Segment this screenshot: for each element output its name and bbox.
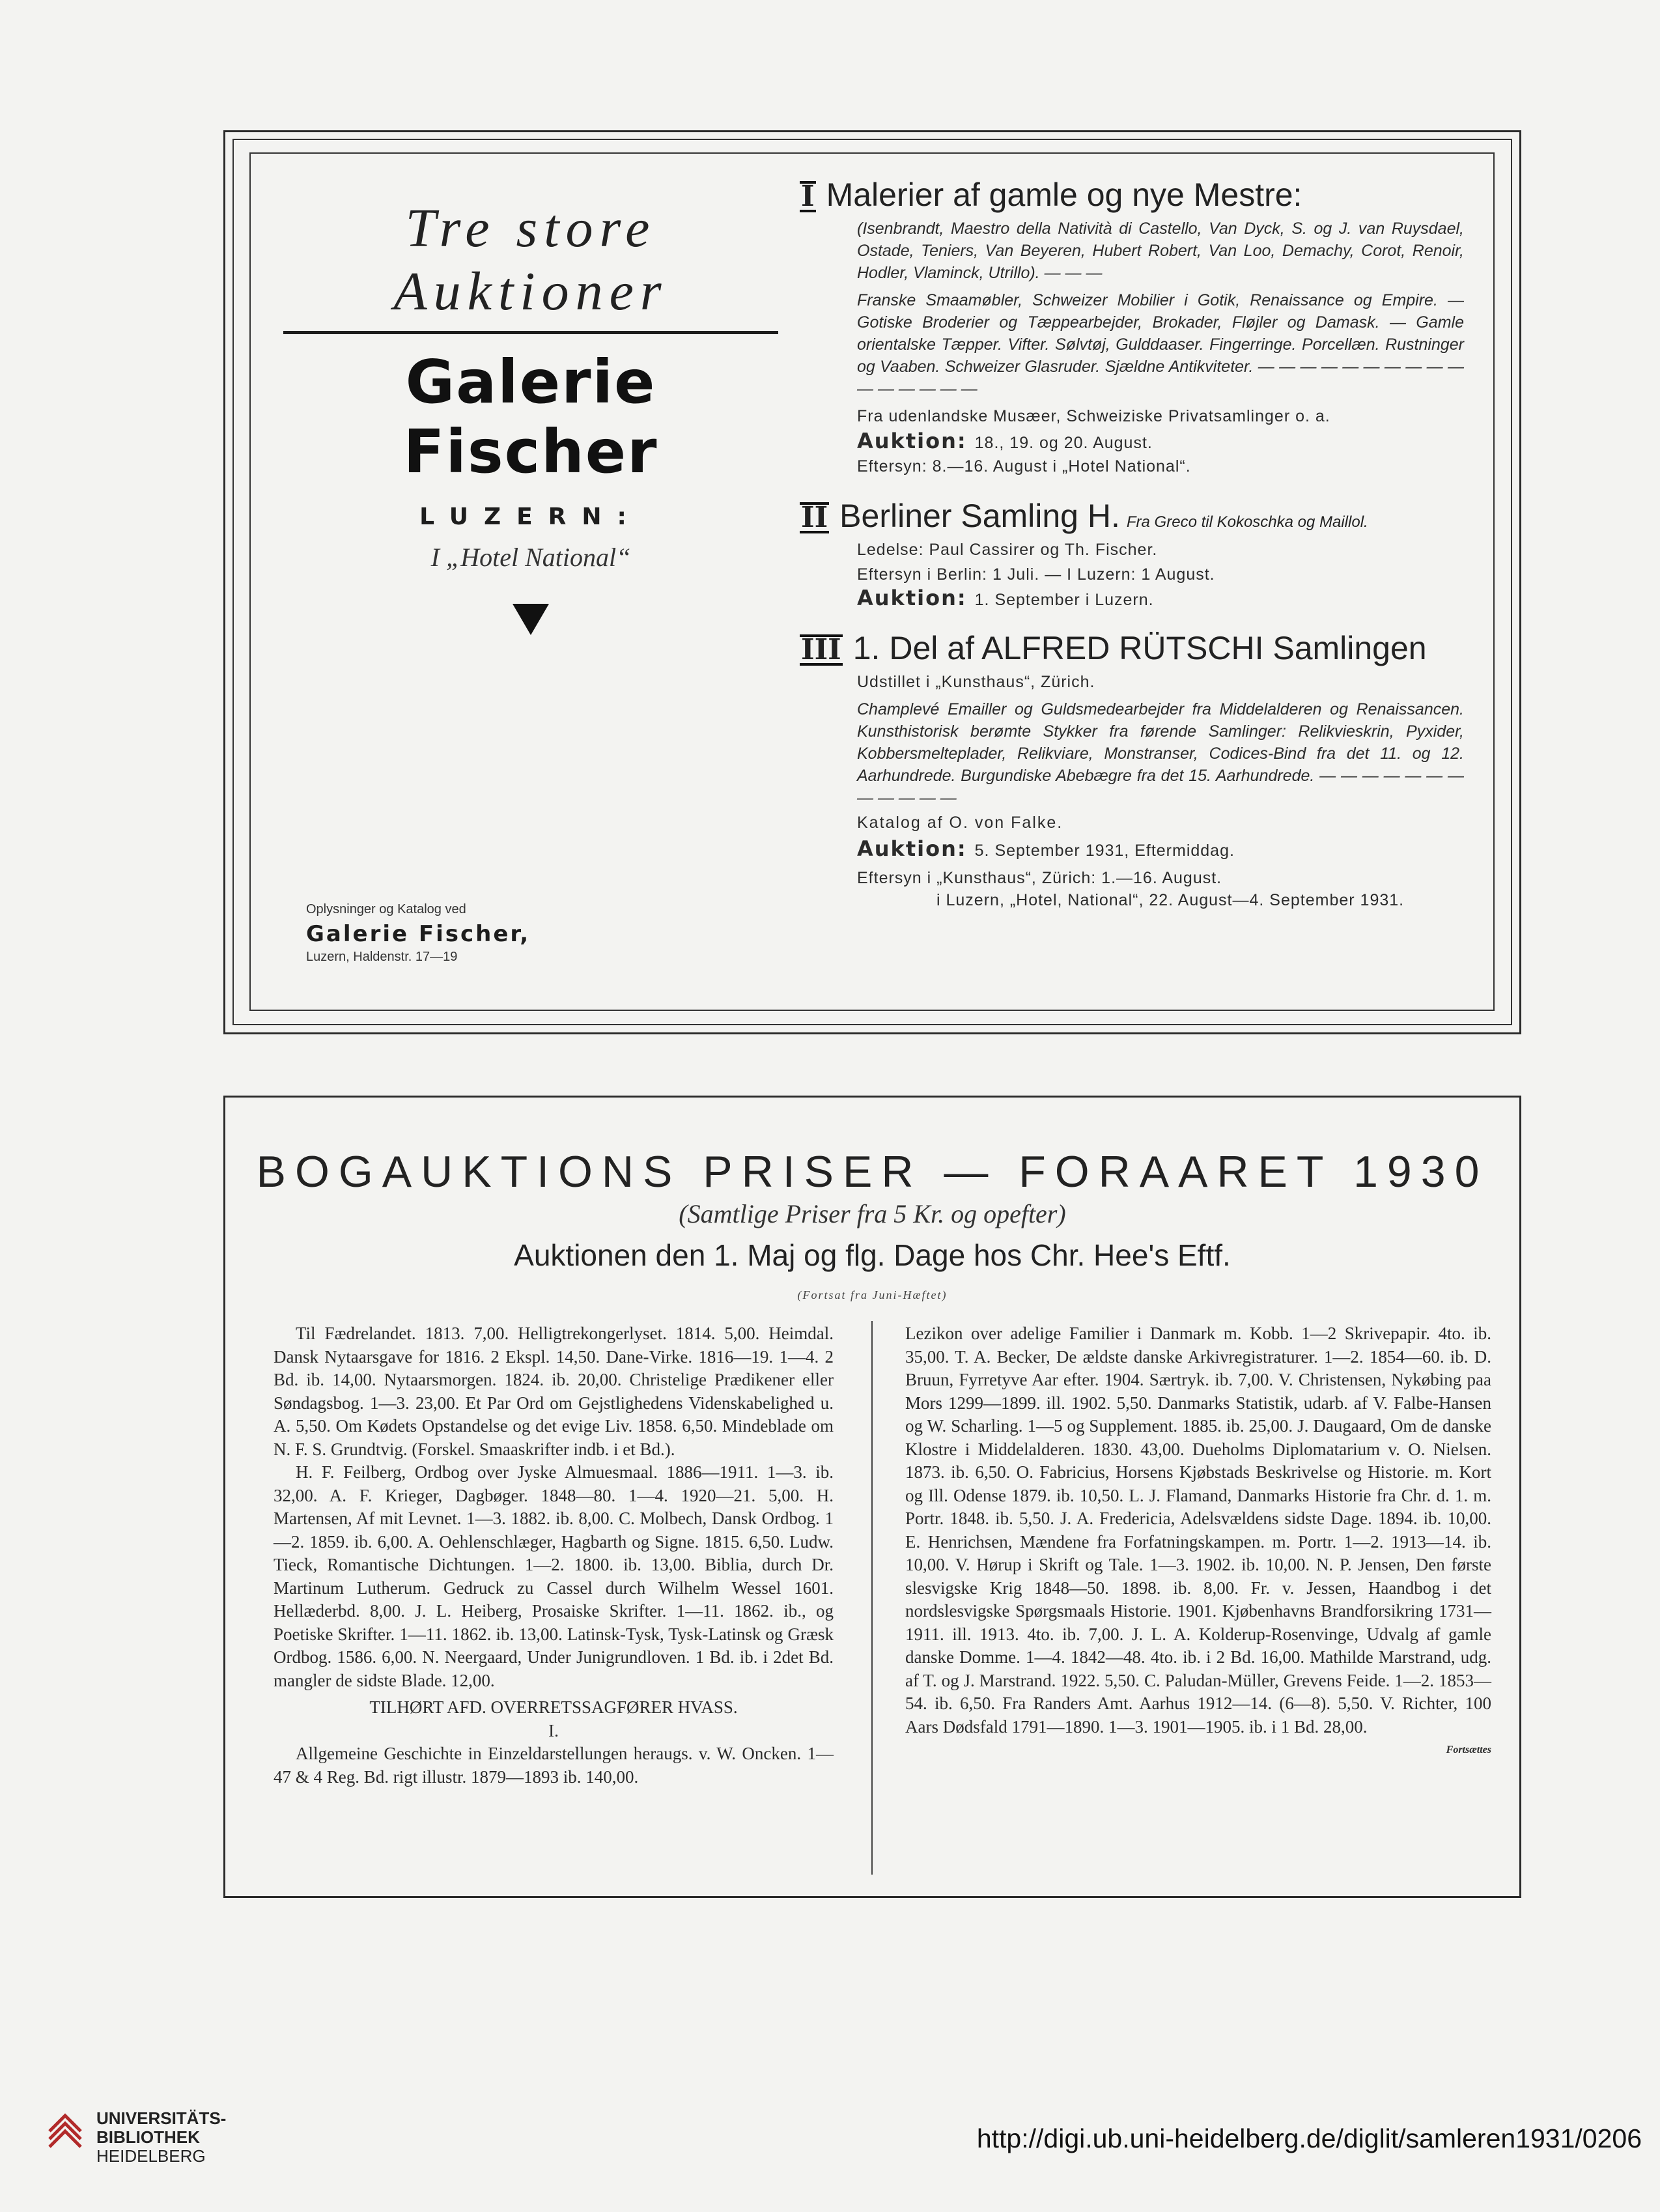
ad-right-panel xyxy=(800,176,1464,911)
ad-title: Tre store Auktioner xyxy=(393,198,668,322)
section-1-source: Fra udenlandske Musæer, Schweiziske Privatsamlinger o. a. xyxy=(857,407,1330,425)
article-paragraph: H. F. Feilberg, Ordbog over Jyske Almuesmaal. 1886—1911. 1—3. ib. 32,00. A. F. Krieger, Dagbøger. 1848—80. 1—4. 1920—21. 5,00. H. Martensen, Af mit Levnet. 1—3. 1882. ib. 8,00. C. Molbech, Dansk Ordbog. 1—2. 1859. ib. 6,00. A. Oehlenschlæger, Hagbarth og Signe. 1815. 6,50. Ludw. Tieck, Romantische Dichtungen. 1—2. 1800. ib. 13,00. Biblia, durch Dr. Martinum Lutherum. Gedruck zu Cassel durch Wilhelm Wessel 1601. Hellæderbd. 8,00. J. L. Heiberg, Prosaiske Skrifter. 1—11. 1862. ib., og Poetiske Skrifter. 1—11. 1862. ib. 13,00. Latinsk-Tysk, Tysk-Latinsk og Græsk Ordbog. 1586. 6,00. N. Neergaard, Under Junigrundloven. 1 Bd. ib. i 2det Bd. mangler de sidste Blade. 12,00. xyxy=(274,1462,834,1690)
ad-contact xyxy=(306,902,632,965)
article-subtitle-2: Auktionen den 1. Maj og flg. Dage hos Chr. Hee's Eftf. xyxy=(514,1238,1231,1272)
section-2-heading: II Berliner Samling H. Fra Greco til Kokoschka og Maillol. xyxy=(801,498,1368,534)
article-left-column xyxy=(274,1322,834,1789)
ad-hotel: I „Hotel National“ xyxy=(430,543,631,572)
library-name: UNIVERSITÄTS- BIBLIOTHEK HEIDELBERG xyxy=(96,2108,227,2166)
section-3-auction: Auktion: 5. September 1931, Eftermiddag. xyxy=(857,836,1235,861)
section-1-auction: Auktion: 18., 19. og 20. August. xyxy=(857,429,1153,453)
section-1-artists: (Isenbrandt, Maestro della Natività di Castello, Van Dyck, S. og J. van Ruysdael, Ostade, Teniers, Van Beyeren, Hubert Robert, Van Loo, Demachy, Corot, Renoir, Hodler, Vlaminck, Utrillo). — — — xyxy=(857,220,1464,282)
section-1-heading: I Malerier af gamle og nye Mestre: xyxy=(801,177,1302,213)
continued-note: Fortsættes xyxy=(1446,1744,1491,1755)
section-2-auction: Auktion: 1. September i Luzern. xyxy=(857,586,1154,610)
article-note: (Fortsat fra Juni-Hæftet) xyxy=(797,1288,948,1301)
section-3-heading: III 1. Del af ALFRED RÜTSCHI Samlingen xyxy=(801,630,1427,666)
section-2-management: Ledelse: Paul Cassirer og Th. Fischer. xyxy=(857,541,1158,559)
section-1-number: I xyxy=(801,180,815,213)
section-3-exhibited: Udstillet i „Kunsthaus“, Zürich. xyxy=(857,673,1095,691)
article-title: BOGAUKTIONS PRISER — FORAARET 1930 xyxy=(256,1147,1489,1197)
auction-label: Auktion: xyxy=(857,586,967,610)
article-paragraph: Allgemeine Geschichte in Einzeldarstellungen heraugs. v. W. Oncken. 1—47 & 4 Reg. Bd. rigt illustr. 1879—1893 ib. 140,00. xyxy=(274,1744,834,1787)
section-3-viewing-1: Eftersyn i „Kunsthaus“, Zürich: 1.—16. August. xyxy=(857,869,1222,887)
ad-city: LUZERN: xyxy=(419,503,642,530)
ad-contact-address: Luzern, Haldenstr. 17—19 xyxy=(306,950,458,964)
column-divider xyxy=(871,1321,873,1875)
section-3-viewing-2: i Luzern, „Hotel, National“, 22. August—4. September 1931. xyxy=(936,891,1405,909)
ad-gallery-name: Galerie Fischer xyxy=(403,347,658,487)
auction-label: Auktion: xyxy=(857,429,967,453)
ad-contact-name: Galerie Fischer, xyxy=(306,921,531,947)
article-subtitle: (Samtlige Priser fra 5 Kr. og opefter) xyxy=(679,1199,1066,1228)
article-paragraph: Til Fædrelandet. 1813. 7,00. Helligtrekongerlyset. 1814. 5,00. Heimdal. Dansk Nytaarsgave for 1816. 2 Ekspl. 14,50. Dane-Virke. 1816—19. 1—4. 2 Bd. ib. 14,00. Nytaarsmorgen. 1824. ib. 20,00. Christelige Prædikener eller Søndagsbog. 1—3. 23,00. Et Par Ord om Gejstlighedens Videnskabelighed u. A. 5,50. Om Kødets Opstandelse og det evige Liv. 1858. 6,50. Mindeblade om N. F. S. Grundtvig. (Forskel. Smaaskrifter indb. i et Bd.). xyxy=(274,1324,834,1459)
article-section-heading: TILHØRT AFD. OVERRETSSAGFØRER HVASS. xyxy=(369,1697,738,1717)
ad-contact-line: Oplysninger og Katalog ved xyxy=(306,902,466,916)
source-url-link[interactable]: http://digi.ub.uni-heidelberg.de/diglit/samleren1931/0206 xyxy=(976,2123,1642,2153)
auction-label: Auktion: xyxy=(857,836,967,861)
section-1-viewing: Eftersyn: 8.—16. August i „Hotel National“. xyxy=(857,457,1191,475)
section-3-items: Champlevé Emailler og Guldsmedearbejder fra Middelalderen og Renaissancen. Kunsthistorisk berømte Stykker fra førende Samlinger: Relikvieskrin, Pyxider, Kobbersmelteplader, Relikviare, Monstranser, Codices-Bind fra det 11. og 12. Aarhundrede. Burgundiske Abebægre fra det 15. Aarhundrede. — — — — — — — — — — — — xyxy=(857,700,1464,807)
section-1-items: Franske Smaamøbler, Schweizer Mobilier i Gotik, Renaissance og Empire. — Gotiske Broderier og Tæppearbejder, Brokader, Fløjler og Damask. — Gamle orientalske Tæpper. Vifter. Sølvtøj, Gulddaaser. Fingerringe. Porcellæn. Rustninger og Vaaben. Schweizer Glasruder. Sjældne Antikviteter. — — — — — — — — — — — — — — — — xyxy=(857,291,1464,398)
ad-left-panel xyxy=(274,163,788,1003)
section-2-number: II xyxy=(801,501,828,534)
library-logo-icon xyxy=(46,2108,87,2153)
article-section-number: I. xyxy=(548,1720,559,1740)
article-paragraph: Lezikon over adelige Familier i Danmark m. Kobb. 1—2 Skrivepapir. 4to. ib. 35,00. T. A. Becker, De ældste danske Arkivregistraturer. 1—2. 1854—60. ib. D. Bruun, Fyrretyve Aar efter. 1904. Særtryk. ib. 7,00. V. Christensen, Nykøbing paa Mors 1299—1899. ill. 1902. 5,50. Danmarks Statistik, udarb. af V. Falbe-Hansen og W. Scharling. 1—5 og Supplement. 1885. ib. 25,00. J. Daugaard, Om de danske Klostre i Middelalderen. 1830. 43,00. Dueholms Diplomatarium v. O. Nielsen. 1873. ib. 6,50. O. Fabricius, Horsens Kjøbstads Beskrivelse og Historie. m. Kort og Ill. Odense 1879. ib. 10,50. L. J. Flamand, Danmarks Historie fra Chr. d. 1. m. Portr. 1848. ib. 5,50. J. A. Fredericia, Adelsvældens sidste Dage. 1894. ib. 10,00. E. Henrichsen, Mændene fra Forfatningskampen. m. Portr. 1—2. 1913—14. ib. 10,00. V. Hørup i Skrift og Tale. 1—3. 1902. ib. 10,00. N. P. Jensen, Den første slesvigske Krig 1848—50. 1898. ib. 8,00. Fr. v. Jessen, Haandbog i det nordslesvigske Spørgsmaals Historie. 1901. Kjøbenhavns Brandforsikring 1731—1911. ill. 1913. 4to. ib. 7,00. J. L. A. Kolderup-Rosenvinge, Udvalg af gamle danske Domme. 1—4. 1842—48. 4to. ib. i 2 Bd. 16,00. Mathilde Marstrand, udg. af T. og J. Marstrand. 1922. 5,50. C. Paludan-Müller, Grevens Feide. 1—2. 1853—54. ib. 6,50. Fra Randers Amt. Aarhus 1912—14. (6—8). 5,50. V. Richter, 100 Aars Dødsfald 1791—1890. 1—3. 1901—1905. ib. i 1 Bd. 28,00. xyxy=(905,1324,1491,1737)
section-3-catalogue: Katalog af O. von Falke. xyxy=(857,814,1063,832)
article-right-column xyxy=(905,1322,1491,1762)
section-2-viewing: Eftersyn i Berlin: 1 Juli. — I Luzern: 1 August. xyxy=(857,565,1215,584)
ad-rule xyxy=(283,331,778,334)
section-3-number: III xyxy=(801,633,841,666)
triangle-down-icon xyxy=(513,604,549,635)
